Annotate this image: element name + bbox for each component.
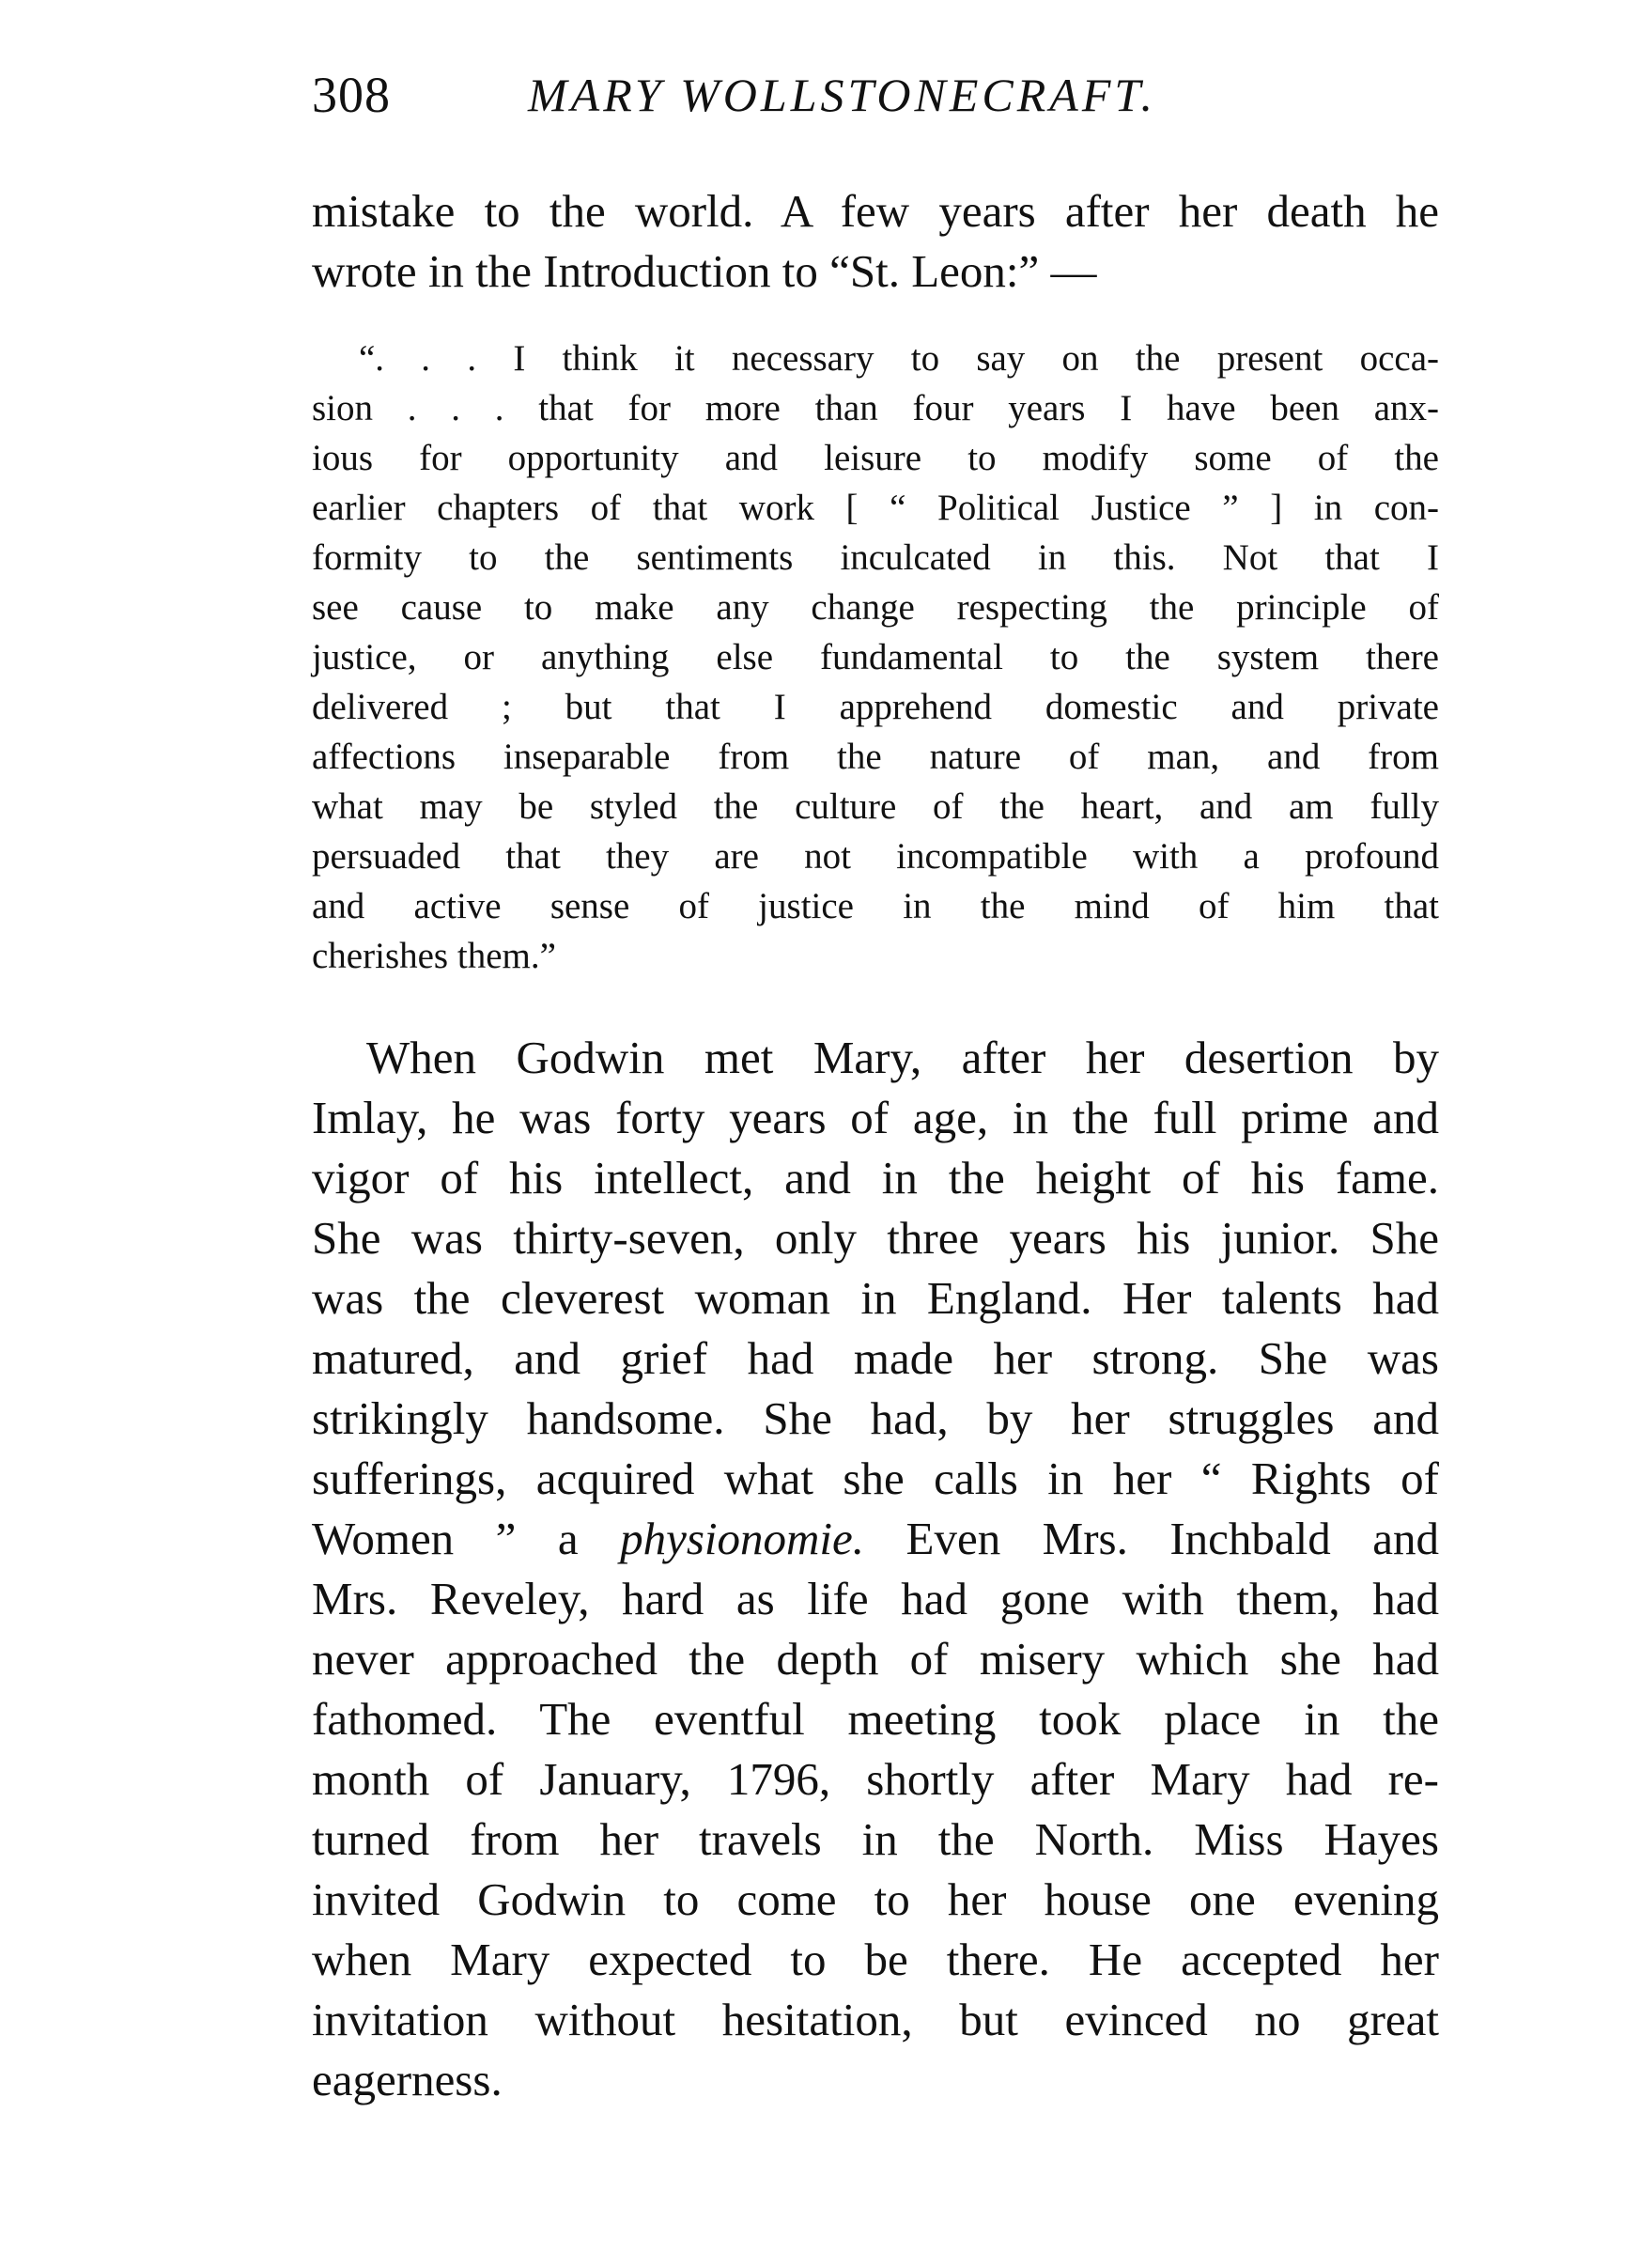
- paragraph-line: Mrs. Reveley, hard as life had gone with them, had: [312, 1573, 1439, 1624]
- quote-line: and active sense of justice in the mind of him that: [312, 886, 1439, 926]
- paragraph-line: turned from her travels in the North. Miss Hayes: [312, 1813, 1439, 1865]
- paragraph-line: strikingly handsome. She had, by her struggles and: [312, 1392, 1439, 1444]
- paragraph-line: matured, and grief had made her strong. She was: [312, 1332, 1439, 1384]
- paragraph-line: vigor of his intellect, and in the height of his fame.: [312, 1152, 1439, 1204]
- opening-line: wrote in the Introduction to “St. Leon:” —: [312, 245, 1097, 297]
- quote-line: “. . . I think it necessary to say on the present occa-: [359, 338, 1439, 379]
- paragraph-line: fathomed. The eventful meeting took place in the: [312, 1693, 1439, 1745]
- paragraph-line: when Mary expected to be there. He accepted her: [312, 1934, 1439, 1985]
- paragraph-line: invited Godwin to come to her house one evening: [312, 1873, 1439, 1925]
- paragraph-line: invitation without hesitation, but evinced no great: [312, 1994, 1439, 2045]
- page-header: [312, 66, 1439, 150]
- opening-paragraph: [312, 181, 1439, 302]
- quote-line: ious for opportunity and leisure to modify some of the: [312, 438, 1439, 478]
- paragraph-line: eagerness.: [312, 2054, 503, 2105]
- paragraph-line: When Godwin met Mary, after her desertion by: [366, 1032, 1439, 1083]
- quote-line: delivered ; but that I apprehend domestic and private: [312, 687, 1439, 727]
- block-quote: [312, 334, 1439, 981]
- main-paragraph: [312, 1028, 1439, 2110]
- quote-line: cherishes them.”: [312, 936, 556, 976]
- paragraph-line: was the cleverest woman in England. Her talents had: [312, 1272, 1439, 1324]
- paragraph-line: She was thirty-seven, only three years his junior. She: [312, 1212, 1439, 1264]
- page-number: 308: [312, 67, 391, 123]
- quote-line: sion . . . that for more than four years I have been anx-: [312, 388, 1439, 428]
- opening-line: mistake to the world. A few years after her death he: [312, 185, 1439, 237]
- quote-line: see cause to make any change respecting the principle of: [312, 587, 1439, 628]
- quote-line: affections inseparable from the nature of man, and from: [312, 737, 1439, 777]
- paragraph-line: sufferings, acquired what she calls in her “ Rights of: [312, 1452, 1439, 1504]
- line-text: Even Mrs. Inchbald and: [864, 1513, 1440, 1564]
- paragraph-line: Imlay, he was forty years of age, in the full prime and: [312, 1092, 1439, 1143]
- paragraph-line: month of January, 1796, shortly after Mary had re-: [312, 1753, 1439, 1805]
- line-text: Women ” a: [312, 1513, 621, 1564]
- paragraph-line: never approached the depth of misery which she had: [312, 1633, 1439, 1685]
- quote-line: justice, or anything else fundamental to the system there: [312, 637, 1439, 677]
- quote-line: earlier chapters of that work [ “ Political Justice ” ] in con-: [312, 488, 1439, 528]
- paragraph-line: [312, 1509, 1439, 1569]
- quote-line: persuaded that they are not incompatible with a profound: [312, 836, 1439, 877]
- quote-line: formity to the sentiments inculcated in this. Not that I: [312, 537, 1439, 578]
- quote-line: what may be styled the culture of the heart, and am fully: [312, 786, 1439, 827]
- running-title: MARY WOLLSTONECRAFT.: [528, 69, 1156, 121]
- italic-term: physionomie.: [620, 1513, 865, 1564]
